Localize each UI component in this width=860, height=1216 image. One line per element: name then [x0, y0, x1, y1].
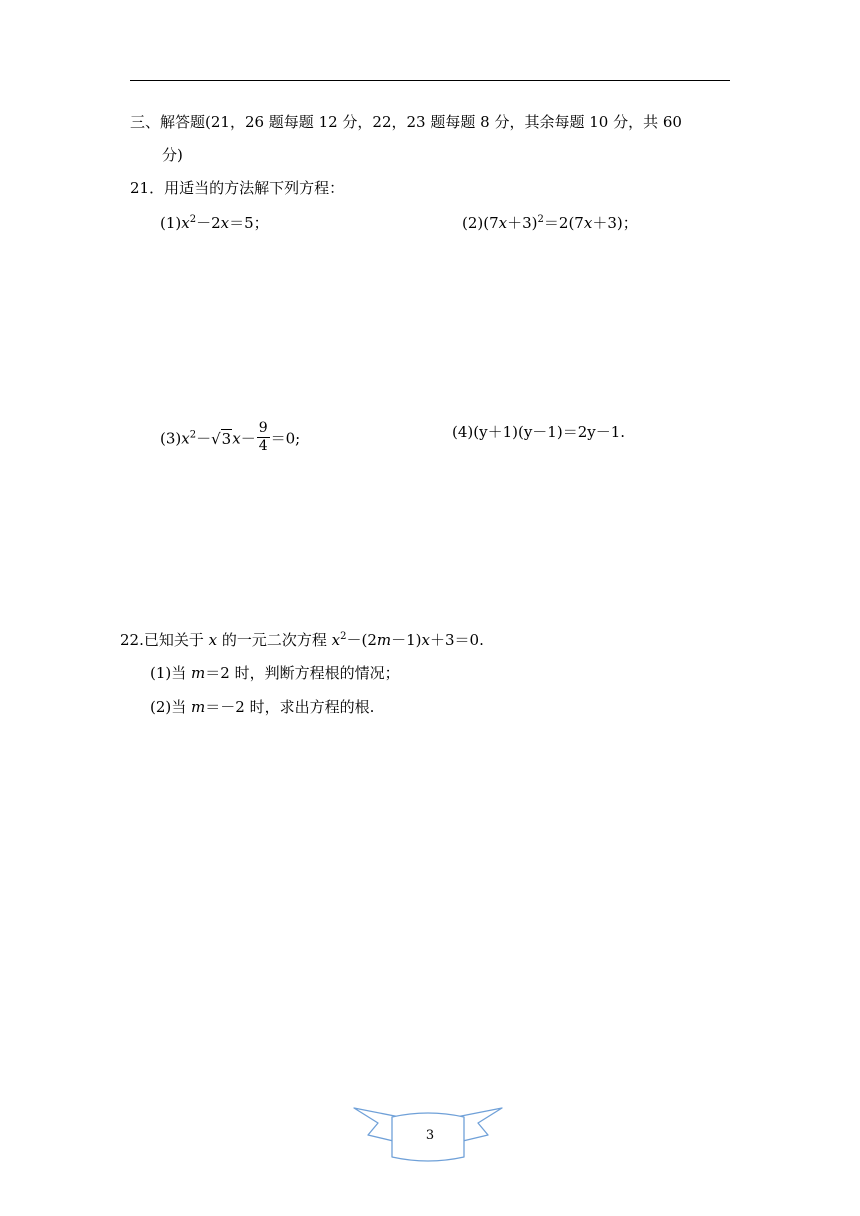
section-heading: 三、解答题(21，26 题每题 12 分，22，23 题每题 8 分，其余每题 10 分，共 60 — [130, 113, 682, 131]
section-heading-cont: 分) — [162, 146, 183, 164]
fraction-nine-fourths: $\frac{9}{4}$ — [258, 420, 268, 454]
page-number: 3 — [425, 1128, 435, 1143]
q22-sub-2: (2)当 m＝－2 时，求出方程的根. — [150, 698, 375, 716]
question-22-stem: 22.已知关于 x 的一元二次方程 $x^2-(2m-1)x+3=0$. — [120, 631, 484, 649]
question-21-stem: 21．用适当的方法解下列方程： — [130, 179, 345, 197]
q21-equation-2: $(2)(7x+3)^2=2(7x+3)$； — [462, 214, 638, 232]
q21-equation-3: $(3)x^2-√3x-$ $\frac{9}{4}$ ＝0; — [160, 420, 301, 454]
q21-equation-1: $(1)x^2-2x=5$； — [160, 214, 269, 232]
sqrt-symbol: √3 — [211, 429, 232, 448]
q22-sub-1: (1)当 m＝2 时，判断方程根的情况； — [150, 664, 400, 682]
q21-equation-4: (4)(y＋1)(y－1)＝2y－1. — [452, 423, 626, 441]
header-rule — [130, 80, 730, 81]
